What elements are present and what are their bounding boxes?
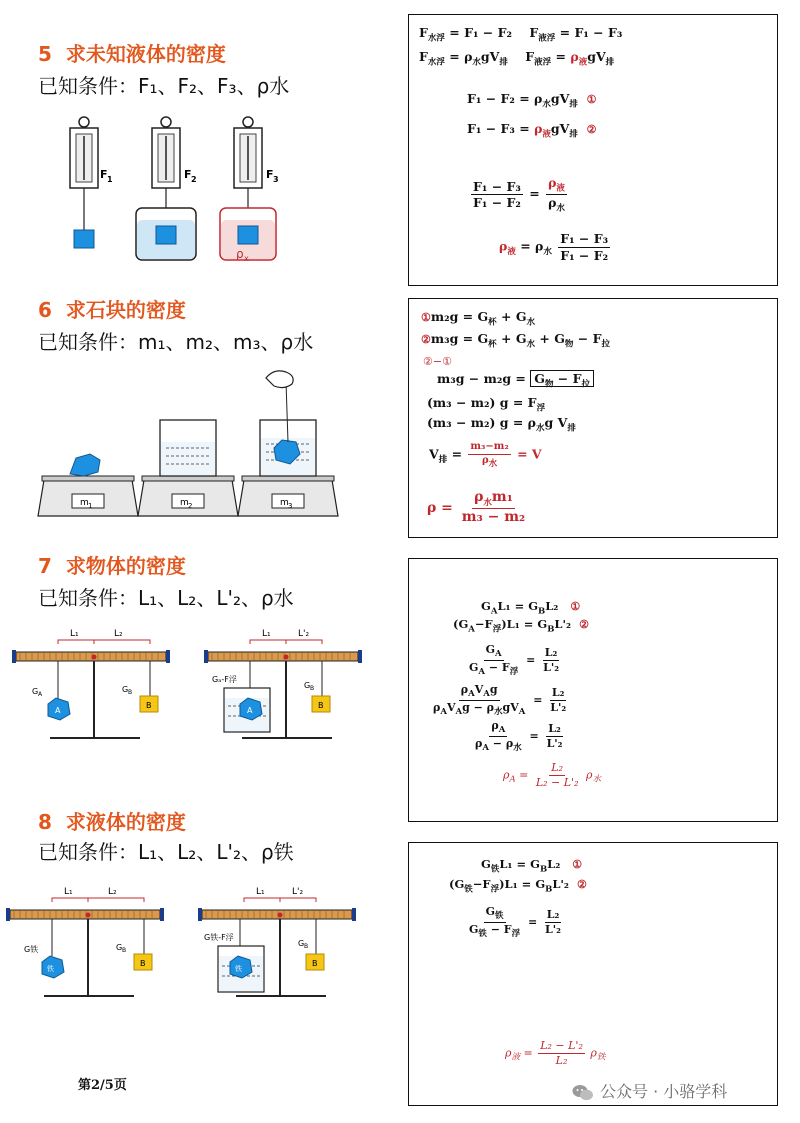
label-rho-x: ρ [236, 247, 244, 261]
label-f3: F [266, 168, 274, 181]
box5-result: $\rho_液 = \rho_水$ $\frac{\text{F₁ − F₃}}{\text{F₁ − F₂}}$ [499, 231, 609, 263]
section-7-known: 已知条件：L₁、L₂、L'₂、ρ水 [38, 586, 294, 610]
box5-ratio: $\frac{\text{F₁ − F₃}}{\text{F₁ − F₂}}$ = $\frac{\rho_液}{\rho_水}$ [473, 175, 565, 214]
box5-eq1: $F_1 - F_2 = \rho_水gV_排$ ① [467, 91, 597, 110]
box5-eq2: $F_1 - F_3 = \rho_液gV_排$ ② [467, 121, 597, 140]
box6-step: ②−① [423, 355, 452, 368]
l7-ga-sub: A [38, 691, 43, 698]
spring-scale-2 [136, 117, 197, 260]
formula-box-5 [408, 14, 778, 286]
lever-2 [204, 629, 362, 738]
label-m1: m [80, 498, 89, 508]
l7-l1: L₁ [70, 629, 79, 639]
l7-a2: A [247, 706, 253, 715]
label-f2: F [184, 168, 192, 181]
l7-l1b: L₁ [262, 629, 271, 639]
section-6-known: 已知条件：m₁、m₂、m₃、ρ水 [38, 330, 314, 354]
l7-b2: B [318, 701, 324, 710]
label-f2-sub: 2 [191, 175, 197, 184]
label-f3-sub: 3 [273, 175, 279, 184]
l7-gb-sub: B [128, 689, 133, 696]
l7-ga: G [32, 687, 39, 696]
box5-line2: $F_{水浮} = \rho_水gV_排$ $F_{液浮} = \rho_液gV_排$ [419, 49, 615, 68]
formula-box-8 [408, 842, 778, 1106]
label-rho-x-sub: x [244, 254, 249, 263]
l8-t2: 铁 [235, 965, 242, 973]
l8-l1b: L₁ [256, 887, 265, 897]
page-number: 第2/5页 [78, 1078, 127, 1093]
box6-result: ρ = $\frac{\rho_水m_1}{\text{m₃ − m₂}}$ [427, 489, 526, 526]
box8-eq1: $G_铁L_1 = G_BL_2$ ① [481, 857, 583, 875]
box6-eq3: $m_3g - m_2g = G_物 - F_拉$ [437, 371, 594, 390]
lever-1 [12, 629, 170, 738]
box7-result: $\rho_A$ = $\frac{\text{L₂}}{\text{L₂ − L'₂}}$ $\rho_水$ [503, 761, 601, 789]
section-6-title: 6 求石块的密度 [38, 298, 186, 322]
l8-gb: G [116, 943, 123, 952]
spring-scale-3 [220, 117, 279, 263]
wechat-icon [572, 1084, 594, 1102]
box5-line1: $F_{水浮} = F_1 - F_2$ $F_{液浮} = F_1 - F_3$ [419, 25, 623, 44]
box7-eq4: $\frac{\rho_AV_Ag}{\rho_AV_Ag - \rho_水gV_A}$ = $\frac{\text{L₂}}{\text{L'₂}}$ [433, 683, 567, 717]
section-7-title: 7 求物体的密度 [38, 554, 186, 578]
box7-eq1: $G_AL_1 = G_BL_2$ ① [481, 599, 581, 617]
box7-eq5: $\frac{\rho_A}{\rho_A - \rho_水}$ = $\frac{\text{L₂}}{\text{L'₂}}$ [475, 719, 563, 753]
l8-gb2: G [298, 939, 305, 948]
l7-a: A [55, 706, 61, 715]
l7-b: B [146, 701, 152, 710]
label-f1-sub: 1 [107, 175, 113, 184]
box8-result: $\rho_液$ = $\frac{\text{L₂ − L'₂}}{\text{L₂}}$ $\rho_铁$ [505, 1039, 606, 1067]
l7-l2p: L'₂ [298, 629, 310, 639]
section-8-known: 已知条件：L₁、L₂、L'₂、ρ铁 [38, 840, 294, 864]
l8-l1: L₁ [64, 887, 73, 897]
l8-b2: B [312, 959, 318, 968]
lever-diagram-7 [10, 622, 380, 752]
l8-gb2-sub: B [304, 943, 309, 950]
label-m3-sub: 3 [288, 502, 293, 510]
formula-box-7 [408, 558, 778, 822]
l7-ga-f: Gₐ-F浮 [212, 675, 237, 684]
l7-gb2: G [304, 681, 311, 690]
spring-scale-1 [70, 117, 113, 248]
label-m3: m [280, 498, 289, 508]
lever-8-2 [198, 887, 356, 996]
l7-gb2-sub: B [310, 685, 315, 692]
l8-gt-f: G铁-F浮 [204, 933, 234, 942]
box7-eq2: $(G_A-F_浮)L_1 = G_BL'_2$ ② [453, 617, 589, 635]
label-f1: F [100, 168, 108, 181]
box8-eq2: $(G_铁-F_浮)L_1 = G_BL'_2$ ② [449, 877, 587, 895]
watermark: 公众号 · 小骆学科 [572, 1079, 727, 1102]
l8-b: B [140, 959, 146, 968]
section-8-title: 8 求液体的密度 [38, 810, 186, 834]
box6-eq6: $V_排$ = $\frac{\text{m₃−m₂}}{\rho_水}$ = V [429, 441, 542, 469]
l7-gb: G [122, 685, 129, 694]
box6-eq1: ①m₂g = $G_杯 + G_水$ [421, 309, 536, 328]
lever-8-1 [6, 887, 164, 996]
l8-t: 铁 [47, 965, 54, 973]
formula-box-6 [408, 298, 778, 538]
electronic-scale-3 [238, 371, 338, 516]
section-5-known: 已知条件：F₁、F₂、F₃、ρ水 [38, 74, 290, 98]
electronic-scale-1 [38, 454, 138, 516]
l7-l2: L₂ [114, 629, 123, 639]
electronic-scale-2 [138, 420, 238, 516]
box6-eq5: (m₃ − m₂) $g = \rho_水g$ $V_排$ [427, 415, 576, 434]
box6-eq4: (m₃ − m₂) $g = F_浮$ [427, 395, 546, 414]
section-5-title: 5 求未知液体的密度 [38, 42, 226, 66]
box7-eq3: $\frac{G_A}{G_A - F_浮}$ = $\frac{\text{L₂}}{\text{L'₂}}$ [469, 643, 560, 677]
lever-diagram-8 [4, 876, 374, 1006]
label-m2: m [180, 498, 189, 508]
box8-eq3: $\frac{G_铁}{G_铁 - F_浮}$ = $\frac{\text{L₂}}{\text{L'₂}}$ [469, 905, 561, 939]
l8-gb-sub: B [122, 947, 127, 954]
l8-l2p: L'₂ [292, 887, 304, 897]
spring-scale-diagram-5 [60, 112, 320, 272]
l8-gt: G铁 [24, 945, 39, 954]
l8-l2: L₂ [108, 887, 117, 897]
label-m2-sub: 2 [188, 502, 193, 510]
label-m1-sub: 1 [88, 502, 93, 510]
box6-eq2: ②m₃g = $G_杯 + G_水 + G_物 - F_拉$ [421, 331, 611, 350]
balance-diagram-6 [38, 368, 338, 528]
